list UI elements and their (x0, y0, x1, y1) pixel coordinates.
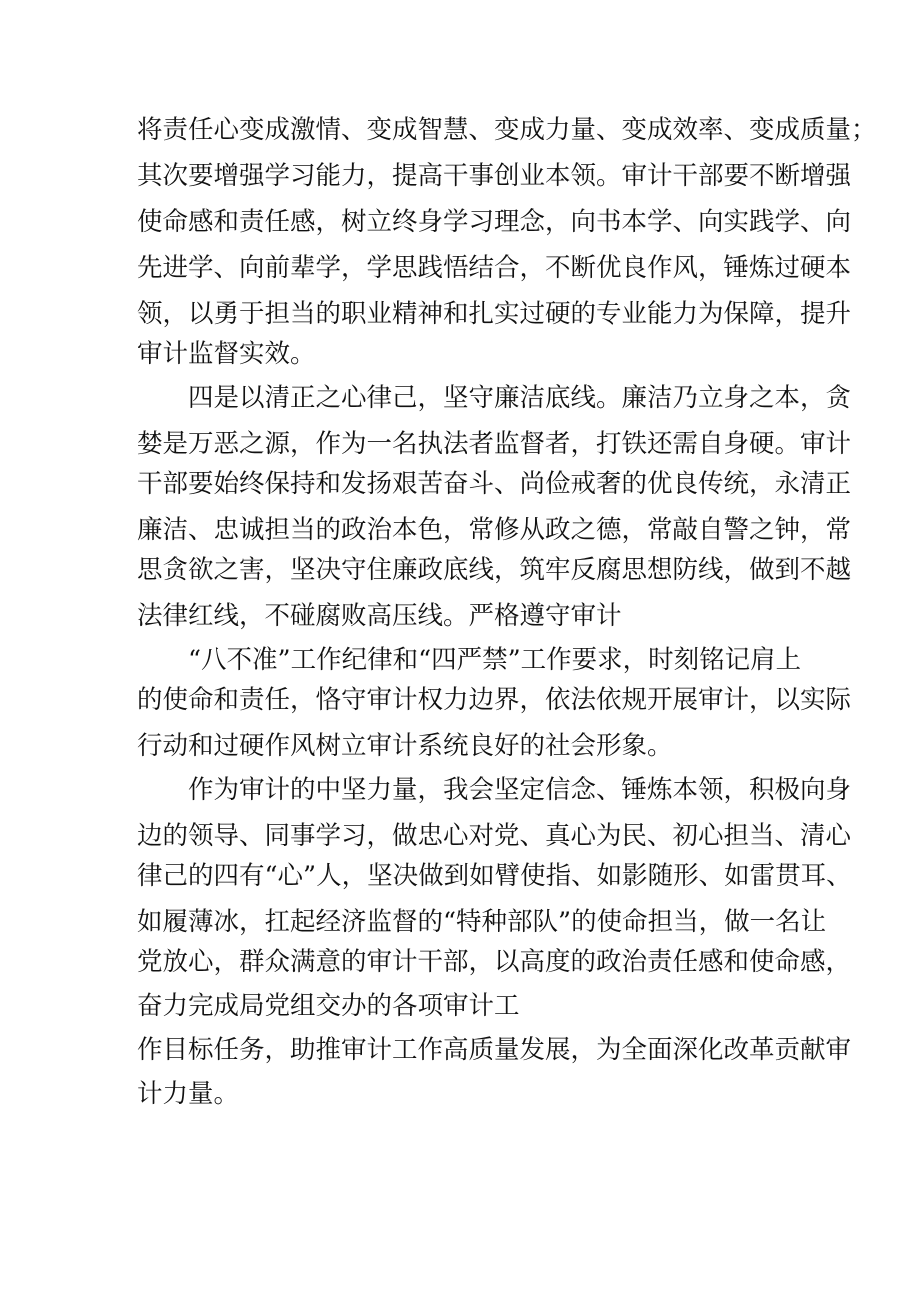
text-line: 干部要始终保持和发扬艰苦奋斗、尚俭戒奢的优良传统，永清正 (137, 469, 852, 499)
text-line: 党放心，群众满意的审计干部，以高度的政治责任感和使命感， (137, 947, 852, 977)
text-line: 婪是万恶之源，作为一名执法者监督者，打铁还需自身硬。审计 (137, 429, 852, 459)
text-line: 思贪欲之害，坚决守住廉政底线，筑牢反腐思想防线，做到不越 (137, 555, 852, 585)
text-line: 其次要增强学习能力，提高干事创业本领。审计干部要不断增强 (137, 161, 852, 191)
text-line: 边的领导、同事学习，做忠心对党、真心为民、初心担当、清心 (137, 821, 852, 851)
text-line: 四是以清正之心律己，坚守廉洁底线。廉洁乃立身之本，贪 (188, 383, 852, 413)
text-line: 廉洁、忠诚担当的政治本色，常修从政之德，常敲自警之钟，常 (137, 515, 852, 545)
text-line: 法律红线，不碰腐败高压线。严格遵守审计 (137, 601, 622, 631)
text-line: 如履薄冰，扛起经济监督的“特种部队”的使命担当，做一名让 (137, 907, 827, 937)
text-line: 将责任心变成激情、变成智慧、变成力量、变成效率、变成质量； (137, 115, 877, 145)
text-line: “八不准”工作纪律和“四严禁”工作要求，时刻铭记肩上 (188, 645, 802, 675)
text-line: 审计监督实效。 (137, 339, 316, 369)
text-line: 作为审计的中坚力量，我会坚定信念、锤炼本领，积极向身 (188, 775, 852, 805)
text-line: 行动和过硬作风树立审计系统良好的社会形象。 (137, 731, 673, 761)
text-line: 领，以勇于担当的职业精神和扎实过硬的专业能力为保障，提升 (137, 299, 852, 329)
text-line: 计力量。 (137, 1079, 240, 1109)
text-line: 的使命和责任，恪守审计权力边界，依法依规开展审计，以实际 (137, 685, 852, 715)
text-line: 律己的四有“心”人，坚决做到如臂使指、如影随形、如雷贯耳、 (137, 861, 852, 891)
text-line: 先进学、向前辈学，学思践悟结合，不断优良作风，锤炼过硬本 (137, 253, 852, 283)
text-line: 使命感和责任感，树立终身学习理念，向书本学、向实践学、向 (137, 207, 852, 237)
text-line: 作目标任务，助推审计工作高质量发展，为全面深化改革贡献审 (137, 1035, 852, 1065)
text-line: 奋力完成局党组交办的各项审计工 (137, 991, 520, 1021)
